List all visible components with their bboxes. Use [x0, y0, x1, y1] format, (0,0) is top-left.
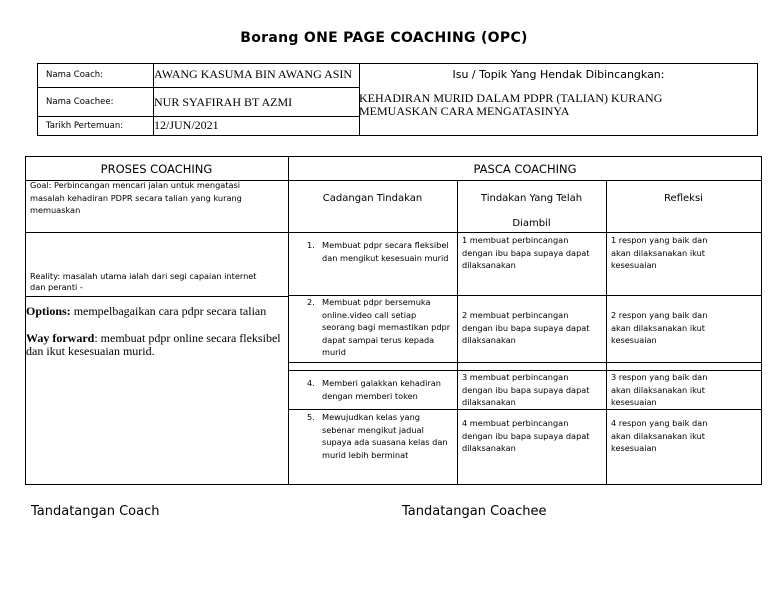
coach-name: AWANG KASUMA BIN AWANG ASIN	[154, 67, 353, 81]
row-number: 1.	[307, 240, 315, 250]
meeting-date: 12/JUN/2021	[154, 118, 219, 132]
way-forward-text: Way forward: membuat pdpr online secara fleksibel dan ikut kesesuaian murid.	[26, 331, 281, 358]
col-cadangan-tindakan: Cadangan Tindakan	[322, 193, 423, 204]
issue-line-1: KEHADIRAN MURID DALAM PDPR (TALIAN) KURANG	[359, 91, 663, 105]
tindakan-1: 1 membuat perbincangan dengan ibu bapa supaya dapat dilaksanakan	[462, 235, 590, 271]
tindakan-4: 4 membuat perbincangan dengan ibu bapa supaya dapat dilaksanakan	[462, 418, 590, 454]
coachee-label: Nama Coachee:	[46, 97, 114, 107]
cadangan-4: Memberi galakkan kehadiran dengan memberi token	[322, 378, 441, 401]
coach-signature-label: Tandatangan Coach	[31, 504, 160, 519]
row-number: 2.	[307, 297, 315, 307]
date-label: Tarikh Pertemuan:	[46, 121, 124, 131]
cadangan-5: Mewujudkan kelas yang sebenar mengikut jadual supaya ada suasana kelas dan murid lebih berminat	[322, 412, 448, 460]
cadangan-2: Membuat pdpr bersemuka online.video call setiap seorang bagi memastikan pdpr dapat sampai terus kepada murid	[322, 297, 451, 358]
issue-line-2: MEMUASKAN CARA MENGATASINYA	[359, 104, 570, 118]
coach-label: Nama Coach:	[46, 70, 104, 80]
col-tindakan-line-2: Diambil	[512, 218, 551, 229]
pasca-coaching-header: PASCA COACHING	[473, 162, 577, 176]
refleksi-4: 4 respon yang baik dan akan dilaksanakan ikut kesesuaian	[611, 418, 708, 454]
cadangan-1: Membuat pdpr secara fleksibel dan mengikut kesesuain murid	[322, 240, 449, 263]
proses-coaching-header: PROSES COACHING	[100, 162, 213, 176]
goal-text: Goal: Perbincangan mencari jalan untuk mengatasi masalah kehadiran PDPR secara talian yang kurang memuaskan	[30, 180, 242, 216]
refleksi-3: 3 respon yang baik dan akan dilaksanakan ikut kesesuaian	[611, 372, 708, 408]
refleksi-1: 1 respon yang baik dan akan dilaksanakan ikut kesesuaian	[611, 235, 708, 271]
coachee-signature-label: Tandatangan Coachee	[402, 504, 547, 519]
reality-text: Reality: masalah utama ialah dari segi capaian internet dan peranti -	[30, 271, 257, 292]
row-number: 5.	[307, 412, 315, 422]
issue-header: Isu / Topik Yang Hendak Dibincangkan:	[452, 68, 665, 81]
refleksi-2: 2 respon yang baik dan akan dilaksanakan ikut kesesuaian	[611, 310, 708, 346]
col-tindakan-line-1: Tindakan Yang Telah	[480, 193, 583, 204]
col-refleksi: Refleksi	[664, 193, 703, 204]
tindakan-2: 2 membuat perbincangan dengan ibu bapa supaya dapat dilaksanakan	[462, 310, 590, 346]
form-title: Borang ONE PAGE COACHING (OPC)	[240, 30, 528, 46]
coachee-name: NUR SYAFIRAH BT AZMI	[154, 95, 293, 109]
tindakan-3: 3 membuat perbincangan dengan ibu bapa supaya dapat dilaksanakan	[462, 372, 590, 408]
row-number: 4.	[307, 378, 315, 388]
options-text: Options: mempelbagaikan cara pdpr secara talian	[26, 304, 267, 318]
